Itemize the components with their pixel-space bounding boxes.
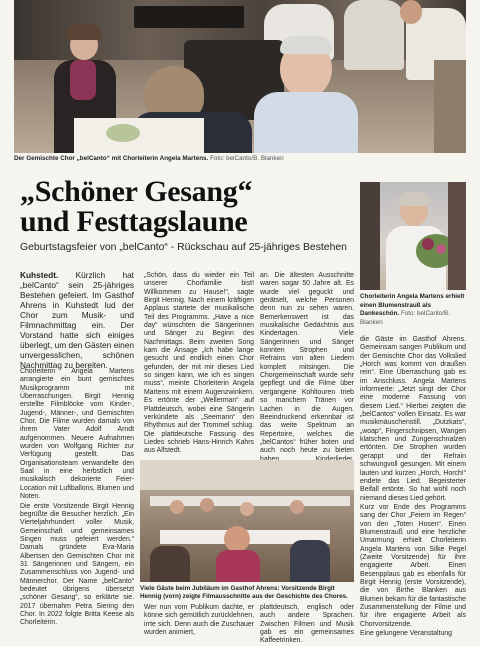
paragraph: Die erste Vorsitzende Birgit Hennig begrüßte die Besucher herzlich. „Ein Vierteljahrhundert voller Musik, Gemeinschaft und gemeinsames Singen muss gefeiert werden.“ Damals gründete Eva-Maria Albertsen den Gemischten Chor mit 31 Sängerinnen und Sängern, ein Zusammenschluss von Jugend- und Männerchor. Der Name „belCanto“ bedeutet übrigens übersetzt „schöner Gesang“, so erklärte sie. 2017 übernahm Petra Siering den Chor. In 2022 folgte Britta Keese als Chorleiterin.	[20, 502, 134, 627]
caption-text: Der Gemischte Chor „belCanto“ mit Chorleiterin Angela Martens.	[14, 155, 209, 162]
paragraph: an. Die ältesten Ausschnitte waren sogar 50 Jahre alt. Es wurde viel geguckt und gerätselt, welche Personen denn nun zu sehen waren. Bemerkenswert ist das musikalische Gedächtnis aus Kindertagen. Viele Sängerinnen und Sänger konnten Strophen und Refrains von alten Liedern komplett mitsingen. Die Chorgemeinschaft wurde sehr gepflegt und die Filme über vergangene Kohltouren trieb so manchem Tränen vor Lachen in die Augen. Beeindruckend erkennbar ist das weite Spektrum an Repertoire, welches die „belCantos“ früher boten und auch noch heute zu bieten	[260, 272, 354, 455]
subheadline: Geburtstagsfeier von „belCanto“ - Rückschau auf 25-jähriges Bestehen	[20, 242, 347, 253]
photo-caption-main	[14, 155, 466, 163]
column-3	[260, 272, 354, 456]
photo-caption-lower: Viele Gäste beim Jubiläum im Gasthof Ahrens: Vorsitzende Birgit Hennig (vorn) zeigte Filmausschnitte aus der Geschichte des Chores.	[140, 585, 348, 600]
lead-text: Kürzlich hat „belCanto“ sein 25-jähriges Bestehen gefeiert. Im Gasthof Ahrens in Kuhstedt lud der Chor zum Musik- und Filmnachmittag ein. Der Vorstand hatte sich einiges überlegt, um den Gästen einen unvergesslichen, schönen Nachmittag zu bereiten.	[20, 270, 134, 370]
conductor-photo	[360, 182, 466, 290]
guests-photo	[140, 460, 354, 582]
paragraph: „Schön, dass du wieder ein Teil unserer Chorfamilie bist! Willkommen zu Hause!“, sagte Birgit Hennig. Nach einem kräftigen Applaus startete der musikalische Teil des Programms. „Have a nice day“ wünschten die Sängerinnen und Sänger zu Beginn des Nachmittags. Beim zweiten Song kam die Ansage „Ich habe lange gesucht und endlich einen Chor gefunden, der mit mir dieses Lied so singen kann, wie ich es singen muss“, meinte Chorleiterin Angela Martens mit einem Augenzwinkern. Es ertönte der „Wellerman“ auf Plattdeutsch, wobei eine Sängerin verkündete als „Seemann“ den Rhythmus auf der Trommel schlug. Die plattdeutsche Fassung des Liedes schrieb Hans-Hinrich Kahrs aus Alfstedt.	[144, 272, 254, 455]
paragraph: plattdeutsch, englisch oder auch andere Sprachen. Zwischen Filmen und Musik gab es ein gemeinsames Kaffeetrinken.	[260, 604, 354, 645]
paragraph: die Gäste im Gasthof Ahrens. Gemeinsam sangen Publikum und der Gemischte Chor das Volkslied „Horch was kommt von draußen rein“. Eine Überraschung gab es im Anschluss. Angela Martens informierte: „Jetzt singt der Chor eine moderne Fassung von diesem Lied.“ Hierbei zeigten die „belCantos“ vollen Einsatz. Es war musikmäuschenstill. „Dutzkats“, „woap“, Fingerschnipsen, Wangen klatschen und Zungenschnalzen ertönten. Die Strophen wurden gerappt und der Refrain schwungvoll gesungen. Mit einem lauten und kurzen „Horch, Horch!“ endete das Lied. Begeisterter Beifall ertönte. So hat wohl noch niemand dieses Lied gehört.	[360, 336, 466, 502]
headline-line-2: und Festtagslaune	[20, 205, 248, 238]
column-1	[20, 368, 134, 640]
photo-credit: Foto: belCanto/B. Blanken	[210, 155, 284, 162]
choir-photo	[14, 0, 466, 153]
lead-paragraph	[20, 270, 134, 370]
dateline: Kuhstedt.	[20, 270, 59, 280]
paragraph: Chorleiterin Angela Martens arrangierte ein bunt gemischtes Musikprogramm mit Überraschungen. Birgit Hennig erstellte Filmblöcke vom Kinder-, Jugend-, Männer-, und Gemischten Chor. Die Filme wurden damals von ihrem Vater Adolf Arndt aufgenommen. Neuere Aufnahmen wurden von Wolfgang Richter zur Verfügung gestellt. Das Organisationsteam verwandelte den Saal in eine herbstlich und musikalisch dekorierte Feier-Location mit Luftballons, Blumen und Noten.	[20, 368, 134, 501]
column-2-continued	[144, 604, 254, 640]
photo-credit: Foto: belCanto/B. Blanken	[360, 310, 450, 326]
paragraph: Eine gelungene Veranstaltung	[360, 630, 452, 638]
paragraph: Kurz vor Ende des Programms sang der Chor „Feiern im Regen“ von den „Toten Hosen“. Einen Blumenstrauß und eine herzliche Umarmung erhielt Chorleiterin Angela Martens von Silke Pegel (Zweite Vorsitzende) für ihre engagierte Arbeit. Einen Besenpplaus gab es ebenfalls für Birgit Hennig (erste Vorsitzende), die von Birthe Blanken aus Blumen bekam für die fantastische Zusammenstellung der Filme und für ihre engagierte Arbeit als Chorvorsitzende.	[360, 503, 466, 628]
paragraph: Wer nun vom Publikum dachte, er könne sich gemütlich zurücklehnen, irrte sich. Denn auch die Zuschauer wurden animiert,	[144, 604, 254, 637]
caption-text: Chorleiterin Angela Martens erhielt einen Blumenstrauß als Dankeschön.	[360, 293, 465, 317]
column-3-continued	[260, 604, 354, 645]
column-2	[144, 272, 254, 456]
headline	[20, 177, 350, 237]
photo-caption-side	[360, 293, 466, 327]
headline-line-1: „Schöner Gesang“	[20, 175, 253, 208]
column-4	[360, 336, 466, 640]
